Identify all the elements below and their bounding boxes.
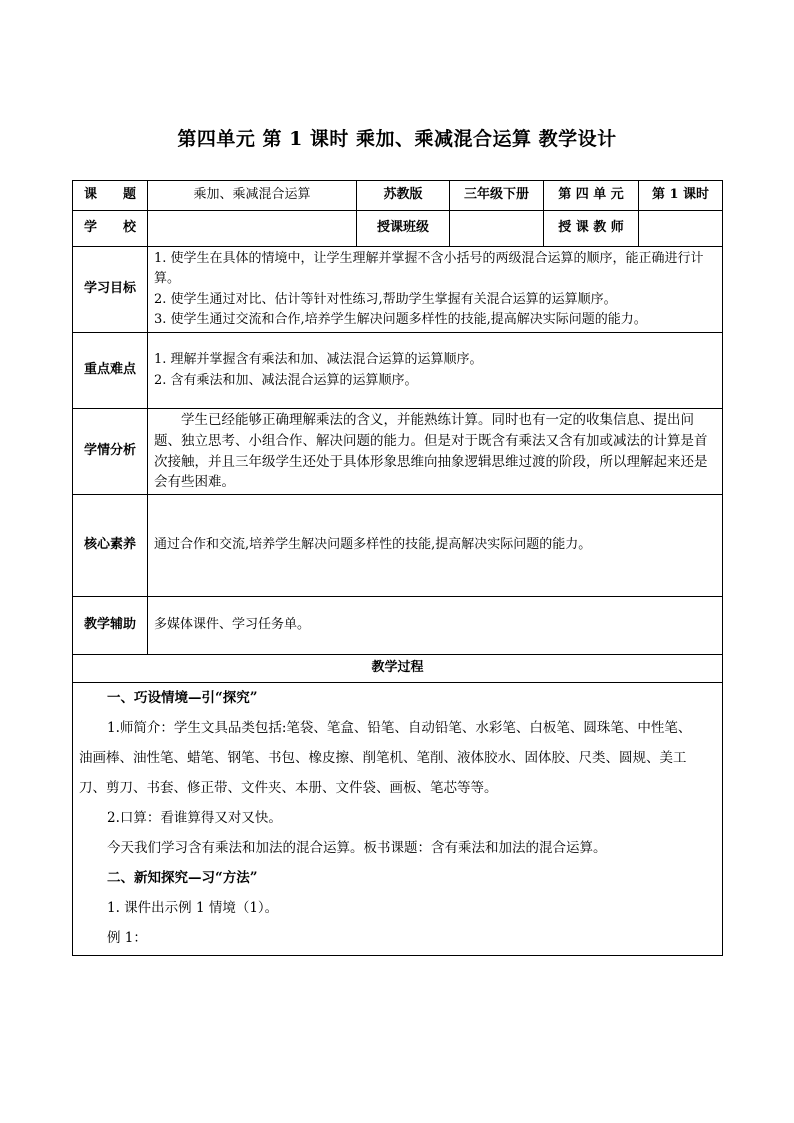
publisher-cell: 苏教版: [357, 181, 450, 211]
teacher-label: 授 课 教 师: [544, 211, 639, 247]
process-header: 教学过程: [73, 655, 723, 683]
process-content: [73, 683, 723, 956]
literacy-label: 核心素养: [73, 495, 148, 597]
objective-item: 1. 使学生在具体的情境中，让学生理解并掌握不含小括号的两级混合运算的顺序，能正确进行计算。: [154, 251, 704, 287]
process-content-row: [73, 683, 723, 956]
grade-cell: 三年级下册: [450, 181, 544, 211]
lesson-value: 乘加、乘减混合运算: [148, 181, 357, 211]
aids-row: [73, 597, 723, 655]
analysis-content: 学生已经能够正确理解乘法的含义，并能熟练计算。同时也有一定的收集信息、提出问题、独立思考、小组合作、解决问题的能力。但是对于既含有乘法又含有加或减法的计算是首次接触，并且三年级学生还处于具体形象思维向抽象逻辑思维过渡的阶段，所以理解起来还是会有些困难。: [148, 409, 723, 495]
process-paragraph: 刀、剪刀、书套、修正带、文件夹、本册、文件袋、画板、笔芯等等。: [79, 780, 498, 796]
header-row: [73, 181, 723, 211]
process-paragraph: 今天我们学习含有乘法和加法的混合运算。板书课题：含有乘法和加法的混合运算。: [107, 840, 607, 856]
analysis-label: 学情分析: [73, 409, 148, 495]
keypoints-row: [73, 333, 723, 409]
objective-item: 3. 使学生通过交流和合作,培养学生解决问题多样性的技能,提高解决实际问题的能力。: [154, 311, 647, 327]
process-paragraph: 例 1：: [107, 930, 147, 946]
analysis-row: [73, 409, 723, 495]
school-label: 学 校: [73, 211, 148, 247]
school-value: [148, 211, 357, 247]
objective-item: 2. 使学生通过对比、估计等针对性练习,帮助学生掌握有关混合运算的运算顺序。: [154, 291, 617, 307]
literacy-content: 通过合作和交流,培养学生解决问题多样性的技能,提高解决实际问题的能力。: [148, 495, 723, 597]
process-paragraph: 1.师简介：学生文具品类包括:笔袋、笔盒、铅笔、自动铅笔、水彩笔、白板笔、圆珠笔、中性笔、: [107, 720, 692, 736]
literacy-row: [73, 495, 723, 597]
aids-label: 教学辅助: [73, 597, 148, 655]
lesson-plan-table: [72, 180, 723, 956]
school-row: [73, 211, 723, 247]
section-heading: 二、新知探究—习“方法”: [107, 870, 258, 886]
process-paragraph: 1. 课件出示例 1 情境（1）。: [107, 900, 279, 916]
keypoints-content: [148, 333, 723, 409]
page-title: 第四单元 第 1 课时 乘加、乘减混合运算 教学设计: [177, 128, 617, 150]
process-header-row: [73, 655, 723, 683]
aids-content: 多媒体课件、学习任务单。: [148, 597, 723, 655]
process-paragraph: 油画棒、油性笔、蜡笔、钢笔、书包、橡皮擦、削笔机、笔削、液体胶水、固体胶、尺类、圆规、美工: [79, 750, 687, 766]
objectives-row: [73, 247, 723, 333]
class-label: 授课班级: [357, 211, 450, 247]
section-heading: 一、巧设情境—引“探究”: [107, 690, 258, 706]
period-cell: 第 1 课时: [639, 181, 723, 211]
keypoint-item: 2. 含有乘法和加、减法混合运算的运算顺序。: [154, 372, 418, 388]
objectives-label: 学习目标: [73, 247, 148, 333]
teacher-value: [639, 211, 723, 247]
objectives-content: [148, 247, 723, 333]
lesson-label: 课 题: [73, 181, 148, 211]
unit-cell: 第 四 单 元: [544, 181, 639, 211]
process-paragraph: 2.口算：看谁算得又对又快。: [107, 810, 282, 826]
keypoints-label: 重点难点: [73, 333, 148, 409]
class-value: [450, 211, 544, 247]
keypoint-item: 1. 理解并掌握含有乘法和加、减法混合运算的运算顺序。: [154, 352, 483, 368]
